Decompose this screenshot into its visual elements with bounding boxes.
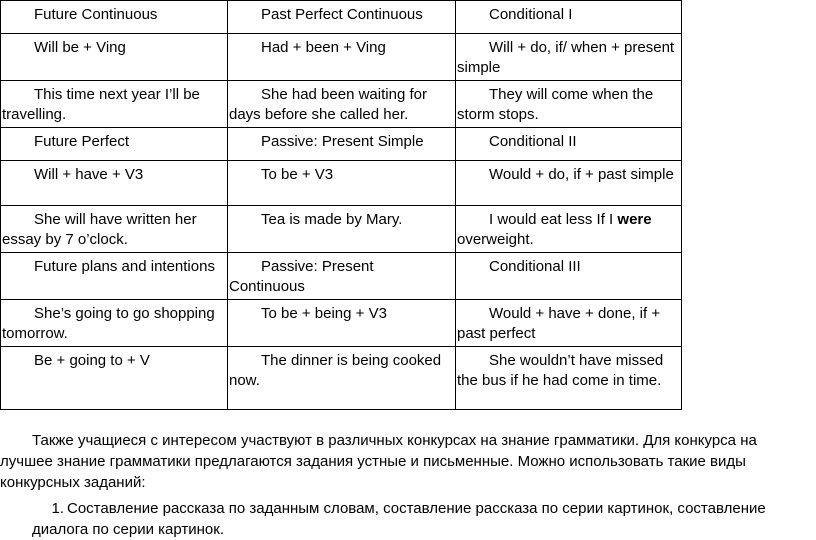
table-cell: Will + have + V3 — [1, 161, 228, 206]
cell-text-before: I would eat less If I — [489, 211, 618, 228]
numbered-list-item — [32, 498, 812, 540]
table-cell: They will come when the storm stops. — [456, 81, 682, 128]
table-row — [1, 34, 682, 81]
body-paragraph: Также учащиеся с интересом участвуют в различных конкурсах на знание грамматики. Для конкурса на лучшее знание грамматики предлагаются задания устные и письменные. Можно использовать такие виды конкурсных заданий: — [0, 432, 757, 491]
table-cell: This time next year I’ll be travelling. — [1, 81, 228, 128]
list-item-text: Составление рассказа по заданным словам, составление рассказа по серии картинок, составление диалога по серии картинок. — [32, 500, 766, 538]
table-cell: To be + V3 — [228, 161, 456, 206]
table-cell: Past Perfect Continuous — [228, 1, 456, 34]
table-cell: She will have written her essay by 7 o’clock. — [1, 206, 228, 253]
table-cell: Would + do, if + past simple — [456, 161, 682, 206]
table-cell: Future Perfect — [1, 128, 228, 161]
table-cell: Will be + Ving — [1, 34, 228, 81]
table-cell: Tea is made by Mary. — [228, 206, 456, 253]
table-row — [1, 81, 682, 128]
table-cell: Passive: Present Simple — [228, 128, 456, 161]
table-row — [1, 347, 682, 410]
table-row — [1, 1, 682, 34]
table-cell: She had been waiting for days before she called her. — [228, 81, 456, 128]
table-cell: To be + being + V3 — [228, 300, 456, 347]
table-cell: Future plans and intentions — [1, 253, 228, 300]
table-cell: Passive: Present Continuous — [228, 253, 456, 300]
table-cell: Will + do, if/ when + present simple — [456, 34, 682, 81]
table-cell: The dinner is being cooked now. — [228, 347, 456, 410]
table-cell: She’s going to go shopping tomorrow. — [1, 300, 228, 347]
table-cell — [456, 206, 682, 253]
table-row — [1, 300, 682, 347]
table-row — [1, 206, 682, 253]
table-cell: Be + going to + V — [1, 347, 228, 410]
cell-text-after: overweight. — [457, 231, 534, 248]
table-cell: Had + been + Ving — [228, 34, 456, 81]
table-cell: Future Continuous — [1, 1, 228, 34]
bold-word: were — [617, 211, 652, 228]
table-cell: Conditional II — [456, 128, 682, 161]
table-row — [1, 128, 682, 161]
table-cell: Conditional III — [456, 253, 682, 300]
table-cell: Would + have + done, if + past perfect — [456, 300, 682, 347]
table-row — [1, 161, 682, 206]
table-cell: She wouldn’t have missed the bus if he had come in time. — [456, 347, 682, 410]
list-number: 1. — [51, 500, 64, 517]
table-row — [1, 253, 682, 300]
table-cell: Conditional I — [456, 1, 682, 34]
